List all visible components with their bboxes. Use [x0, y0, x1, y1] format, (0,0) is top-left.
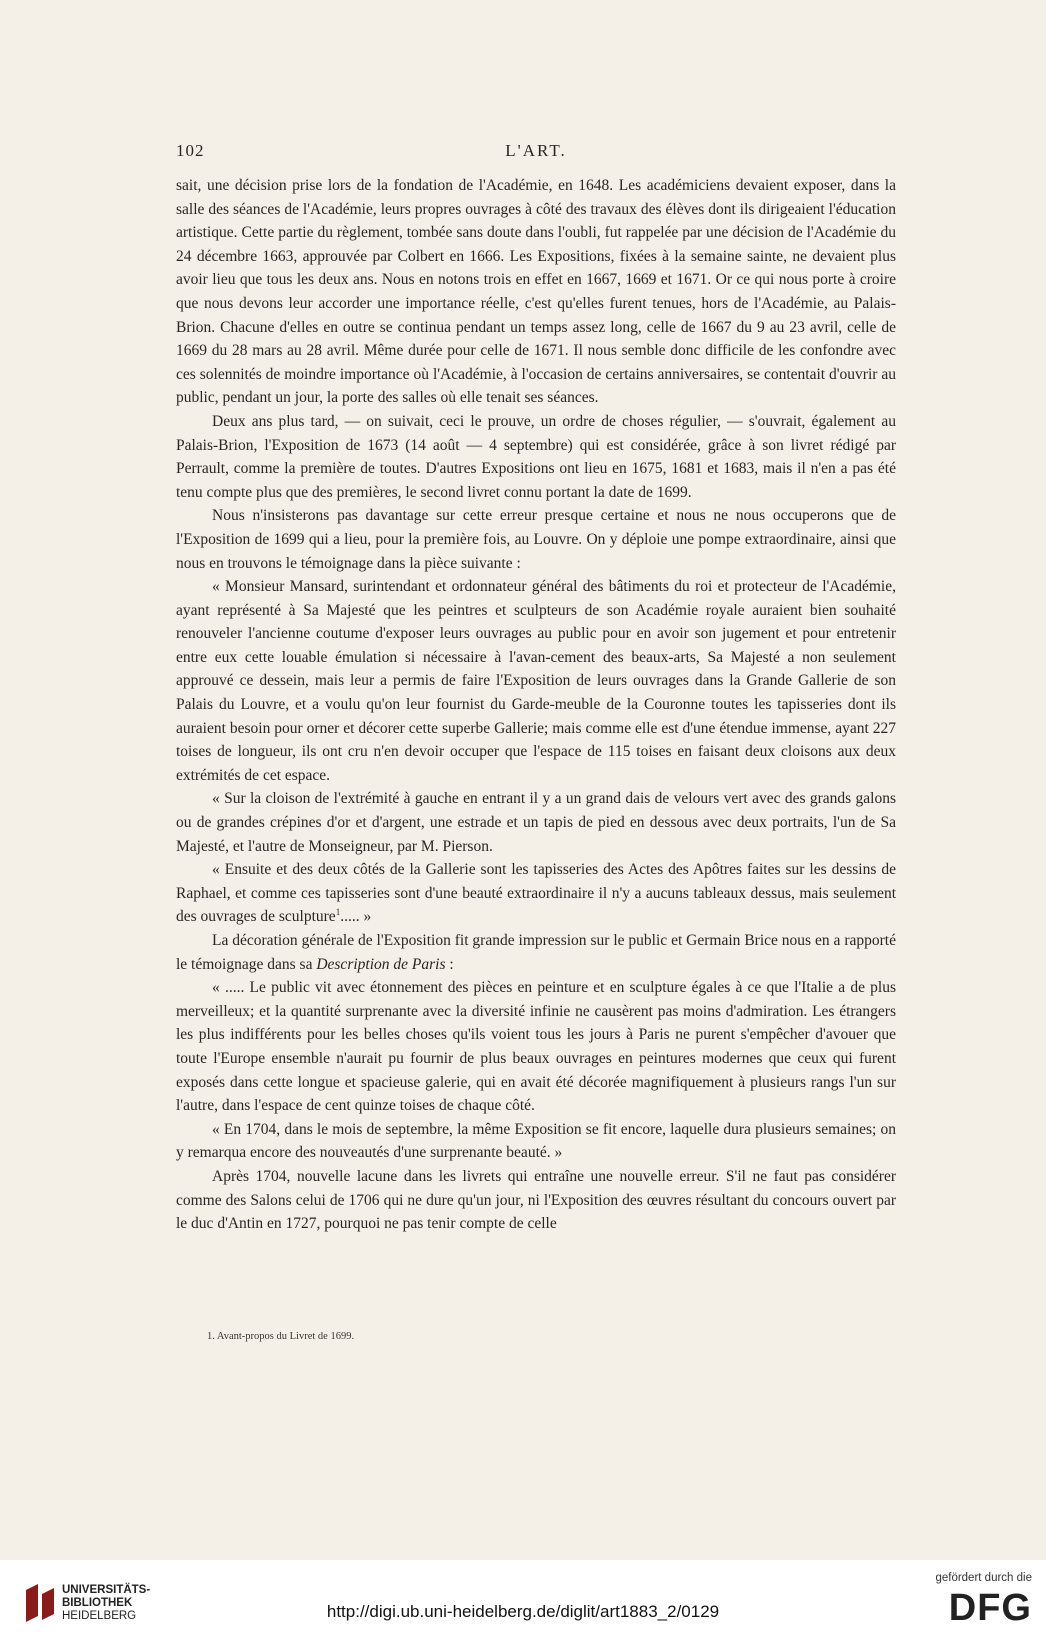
paragraph-text: La décoration générale de l'Exposition fit grande impression sur le public et Germain Brice nous en a rapporté le témoignage dans sa: [176, 932, 896, 973]
library-name-line2: BIBLIOTHEK: [62, 1597, 133, 1609]
paragraph: Nous n'insisterons pas davantage sur cette erreur presque certaine et nous ne nous occuperons que de l'Exposition de 1699 qui a lieu, pour la première fois, au Louvre. On y déploie une pompe extraordinaire, ainsi que nous en trouvons le témoignage dans la pièce suivante :: [176, 507, 896, 572]
journal-title: L'ART.: [505, 141, 567, 160]
funder-block: [902, 1572, 1032, 1624]
library-name-line1: UNIVERSITÄTS-: [62, 1584, 151, 1596]
article-body: [176, 174, 896, 1236]
paragraph: Après 1704, nouvelle lacune dans les livrets qui entraîne une nouvelle erreur. S'il ne faut pas considérer comme des Salons celui de 1706 qui ne dure qu'un jour, ni l'Exposition des œuvres résultant du concours ouvert par le duc d'Antin en 1727, pourquoi ne pas tenir compte de celle: [176, 1167, 896, 1233]
page-number: 102: [176, 141, 205, 160]
funder-label: gefördert durch die: [935, 1572, 1032, 1584]
footnote-reference: 1: [335, 907, 341, 918]
paragraph-text: « Ensuite et des deux côtés de la Gallerie sont les tapisseries des Actes des Apôtres faites sur les dessins de Raphael, et comme ces tapisseries sont d'une beauté extraordinaire il n'y a aucuns tableaux dessus, mais seulement des ouvrages de sculpture: [176, 861, 896, 926]
quote-end: ..... »: [340, 908, 372, 926]
running-head: [176, 141, 896, 165]
footnote: 1. Avant-propos du Livret de 1699.: [207, 1331, 355, 1342]
paragraph: [176, 929, 896, 976]
paragraph: « ..... Le public vit avec étonnement des pièces en peinture et en sculpture égales à ce que l'Italie a de plus merveilleux; et la quantité surprenante avec la diversité infinie ne causèrent pas moins d'admiration. Les étrangers les plus indifférents pour les belles choses qu'ils voient tous les jours à Paris ne purent s'empêcher d'avouer que toute l'Europe ensemble n'aurait pu fournir de plus beaux ouvrages en peintures modernes que ceux qui furent exposés dans cette longue et spacieuse galerie, qui en avait été décorée magnifiquement à plusieurs rangs l'un sur l'autre, dans l'espace de cent quinze toises de chaque côté.: [176, 979, 896, 1115]
book-title-suffix: :: [445, 955, 454, 973]
book-title: Description de Paris: [316, 955, 446, 973]
viewer-footer: [0, 1560, 1046, 1647]
paragraph: « En 1704, dans le mois de septembre, la même Exposition se fit encore, laquelle dura plusieurs semaines; on y remarqua encore des nouveautés d'une surprenante beauté. »: [176, 1120, 896, 1162]
dfg-logo-text: DFG: [948, 1587, 1032, 1624]
dfg-logo[interactable]: [928, 1586, 1032, 1624]
paragraph: « Monsieur Mansard, surintendant et ordonnateur général des bâtiments du roi et protecteur de l'Académie, ayant représenté à Sa Majesté que les peintres et sculpteurs de son Académie royale auraient bien souhaité renouveler l'ancienne coutume d'exposer leurs ouvrages au public pour en avoir son jugement et pour entretenir entre eux cette louable émulation si nécessaire à l'avan-cement des beaux-arts, Sa Majesté a non seulement approuvé ce dessein, mais leur a permis de faire l'Exposition de leurs ouvrages dans la Grande Gallerie de son Palais du Louvre, et a voulu qu'on leur fournist du Garde-meuble de la Couronne toutes les tapisseries dont ils auraient besoin pour orner et décorer cette superbe Gallerie; mais comme elle est d'une étendue immense, ayant 227 toises de longueur, ils ont cru n'en devoir occuper que l'espace de 115 toises en faisant deux cloisons aux deux extrémités de cet espace.: [176, 578, 896, 784]
paragraph: sait, une décision prise lors de la fondation de l'Académie, en 1648. Les académiciens devaient exposer, dans la salle des séances de l'Académie, leurs propres ouvrages à côté des travaux des élèves dont ils dirigeaient l'éducation artistique. Cette partie du règlement, tombée sans doute dans l'oubli, fut rappelée par une décision de l'Académie du 24 décembre 1663, approuvée par Colbert en 1666. Les Expositions, fixées à la semaine sainte, ne devaient plus avoir lieu que tous les deux ans. Nous en notons trois en effet en 1667, 1669 et 1671. Or ce qui nous porte à croire que nous devons leur accorder une importance réelle, c'est qu'elles furent tenues, hors de l'Académie, au Palais-Brion. Chacune d'elles en outre se continua pendant un temps assez long, celle de 1667 du 9 au 23 avril, celle de 1669 du 28 mars au 28 avril. Même durée pour celle de 1671. Il nous semble donc difficile de les confondre avec ces solennités de moindre importance où l'Académie, à l'occasion de certains anniversaires, se contentait d'ouvrir au public, pendant un jour, la porte des salles où elle tenait ses séances.: [176, 177, 896, 407]
paragraph: « Sur la cloison de l'extrémité à gauche en entrant il y a un grand dais de velours vert avec des grands galons ou de grandes crépines d'or et d'argent, une estrade et un tapis de pied en dessous avec deux portraits, l'un de Sa Majesté, et l'autre de Monseigneur, par M. Pierson.: [176, 790, 896, 855]
paragraph: Deux ans plus tard, — on suivait, ceci le prouve, un ordre de choses régulier, — s'ouvrait, également au Palais-Brion, l'Exposition de 1673 (14 août — 4 septembre) qui est considérée, grâce à son livret rédigé par Perrault, comme la première de toutes. D'autres Expositions ont lieu en 1675, 1681 et 1683, mais il n'en a pas été tenu compte plus que des premières, le second livret connu portant la date de 1699.: [176, 412, 896, 501]
permalink-url[interactable]: http://digi.ub.uni-heidelberg.de/diglit/art1883_2/0129: [326, 1602, 720, 1621]
paragraph: [176, 858, 896, 929]
library-name-line3: HEIDELBERG: [62, 1610, 137, 1622]
